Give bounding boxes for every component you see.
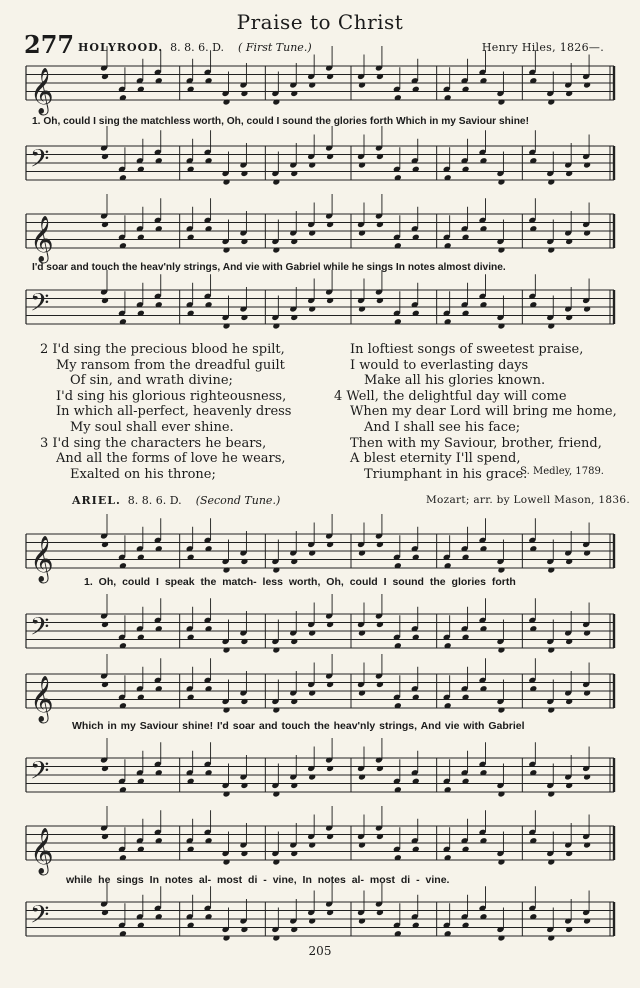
staff-lines — [26, 146, 614, 180]
section-title: Praise to Christ — [236, 10, 404, 34]
treble-clef-icon: 𝄞 — [30, 828, 54, 874]
bass-clef-icon: 𝄢 — [30, 144, 50, 180]
bass-clef-icon: 𝄢 — [30, 612, 50, 648]
bass-clef-icon: 𝄢 — [30, 756, 50, 792]
verse-line: Then with my Saviour, brother, friend, — [350, 435, 602, 451]
system-2-bass-staff — [26, 284, 614, 328]
treble-clef-icon: 𝄞 — [30, 536, 54, 582]
note-heads — [100, 738, 591, 797]
first-tune-subtitle: ( First Tune.) — [238, 41, 312, 54]
verse-line: Triumphant in his grace. — [364, 466, 528, 482]
verse-line: And all the forms of love he wears, — [56, 451, 286, 467]
bass-clef-icon: 𝄢 — [30, 900, 50, 936]
bass-clef-icon: 𝄢 — [30, 288, 50, 324]
verse-line: 2 I'd sing the precious blood he spilt, — [40, 342, 285, 357]
verses-left-column — [40, 342, 291, 482]
system-4-bass-staff — [26, 752, 614, 796]
note-heads — [100, 126, 591, 185]
first-tune-meter: 8. 8. 6. D. — [170, 41, 225, 54]
second-tune-lyrics-line-1: 1. Oh, could I speak the match- less worth, Oh, could I sound the glories forth — [84, 576, 516, 588]
treble-clef-icon: 𝄞 — [30, 216, 54, 262]
note-heads — [100, 514, 591, 573]
second-tune-composer: Mozart; arr. by Lowell Mason, 1836. — [425, 494, 630, 506]
system-5-bass-staff — [26, 896, 614, 940]
system-3-bass-staff — [26, 608, 614, 652]
note-heads — [100, 194, 591, 253]
second-tune-meter: 8. 8. 6. D. — [127, 494, 182, 507]
first-tune-name: HOLYROOD. — [78, 41, 164, 54]
verse-line: I'd sing his glorious righteousness, — [56, 388, 287, 404]
verse-line: Of sin, and wrath divine; — [70, 373, 233, 389]
hymn-author: S. Medley, 1789. — [520, 466, 604, 477]
system-2-treble-staff — [26, 208, 614, 262]
system-5-treble-staff — [26, 820, 614, 874]
note-heads — [100, 594, 591, 653]
verse-line: My soul shall ever shine. — [70, 419, 234, 435]
verses-right-column — [334, 342, 617, 482]
second-tune-lyrics-line-3: while he sings In notes al- most di - vine, In notes al- most di - vine. — [66, 874, 450, 886]
note-heads — [100, 806, 591, 865]
staff-lines — [26, 758, 614, 792]
verse-line: My ransom from the dreadful guilt — [56, 357, 285, 373]
verse-line: I would to everlasting days — [350, 357, 529, 373]
verse-line: 4 Well, the delightful day will come — [334, 388, 567, 404]
system-4-treble-staff — [26, 668, 614, 722]
staff-lines — [26, 674, 614, 708]
hymn-number: 277 — [24, 30, 75, 59]
first-tune-lyrics-line-1: 1. Oh, could I sing the matchless worth, Oh, could I sound the glories forth Which in my Saviour shine! — [32, 116, 529, 127]
verse-line: Exalted on his throne; — [70, 466, 216, 482]
second-tune-name: ARIEL. — [72, 494, 121, 507]
staff-lines — [26, 826, 614, 860]
treble-clef-icon: 𝄞 — [30, 676, 54, 722]
staff-lines — [26, 902, 614, 936]
staff-lines — [26, 614, 614, 648]
system-1-treble-staff — [26, 60, 614, 114]
staff-lines — [26, 66, 614, 100]
note-heads — [100, 654, 591, 713]
second-tune-subtitle: (Second Tune.) — [195, 494, 281, 507]
page-number: 205 — [308, 944, 332, 958]
verse-line: When my dear Lord will bring me home, — [350, 404, 617, 420]
note-heads — [100, 270, 591, 329]
first-tune-lyrics-line-2: I'd soar and touch the heav'nly strings, And vie with Gabriel while he sings In notes almost divine. — [32, 262, 506, 273]
verse-line: 3 I'd sing the characters he bears, — [40, 435, 267, 451]
note-heads — [100, 46, 591, 105]
note-heads — [100, 882, 591, 941]
verse-line: Make all his glories known. — [364, 373, 546, 389]
staff-lines — [26, 214, 614, 248]
staff-lines — [26, 290, 614, 324]
second-tune-lyrics-line-2: Which in my Saviour shine! I'd soar and touch the heav'nly strings, And vie with Gabriel — [72, 720, 525, 732]
system-1-bass-staff — [26, 140, 614, 184]
second-tune-header — [72, 494, 280, 507]
first-tune-header — [78, 41, 312, 54]
verse-line: And I shall see his face; — [364, 419, 521, 435]
verse-line: In which all-perfect, heavenly dress — [56, 404, 292, 420]
first-tune-composer: Henry Hiles, 1826—. — [481, 41, 604, 54]
verse-line: A blest eternity I'll spend, — [350, 451, 521, 467]
verse-line: In loftiest songs of sweetest praise, — [350, 342, 584, 357]
treble-clef-icon: 𝄞 — [30, 68, 54, 114]
staff-lines — [26, 534, 614, 568]
